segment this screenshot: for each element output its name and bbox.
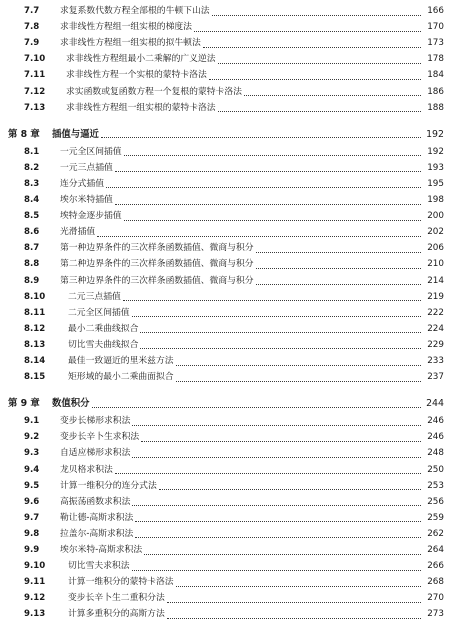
section-number: 8.5 — [24, 211, 40, 222]
page-number: 237 — [427, 372, 444, 383]
dot-leader — [194, 30, 421, 32]
section-number: 7.11 — [24, 70, 46, 81]
toc-entry-row[interactable] — [0, 574, 456, 591]
page-number: 210 — [427, 259, 444, 270]
title-with-leader — [68, 305, 422, 322]
section-title: 第一种边界条件的三次样条函数插值、微商与积分 — [60, 243, 254, 254]
dot-leader — [124, 219, 421, 221]
title-with-leader — [60, 224, 422, 241]
page-number: 259 — [427, 512, 444, 523]
title-with-leader — [60, 256, 422, 273]
toc-entry-row[interactable] — [0, 510, 456, 527]
toc-entry-row[interactable] — [0, 256, 456, 273]
dot-leader — [132, 504, 421, 506]
page-number: 222 — [427, 307, 444, 318]
page-number: 229 — [427, 339, 444, 350]
title-with-leader — [60, 3, 422, 20]
dot-leader — [256, 283, 421, 285]
section-number: 9.6 — [24, 496, 40, 507]
section-number: 9.10 — [24, 561, 46, 572]
page-number: 184 — [427, 70, 444, 81]
section-number: 7.10 — [24, 54, 46, 65]
toc-entry-row[interactable] — [0, 590, 456, 607]
toc-entry-row[interactable] — [0, 462, 456, 479]
title-with-leader — [66, 84, 422, 101]
section-number: 7.7 — [24, 6, 40, 16]
section-number: 9.3 — [24, 448, 40, 459]
page-number: 178 — [427, 54, 444, 65]
section-title: 埃尔米特-高斯求积法 — [60, 545, 143, 555]
section-title: 变步长辛卜生求积法 — [60, 432, 140, 443]
toc-entry-row[interactable] — [0, 240, 456, 257]
section-title: 计算一维积分的蒙特卡洛法 — [68, 577, 174, 588]
section-number: 9.9 — [24, 545, 40, 555]
toc-entry-row[interactable] — [0, 478, 456, 495]
section-number: 8.1 — [24, 146, 40, 157]
toc-entry-row[interactable] — [0, 321, 456, 338]
dot-leader — [106, 186, 421, 188]
chapter-title: 插值与逼近 — [52, 128, 99, 140]
section-number: 8.9 — [24, 275, 40, 286]
section-title: 求复系数代数方程全部根的牛顿下山法 — [60, 6, 210, 16]
section-number: 第 8 章 — [8, 128, 40, 140]
page-number: 186 — [427, 86, 444, 97]
section-number: 8.4 — [24, 195, 40, 205]
section-title: 拉盖尔-高斯求积法 — [60, 528, 134, 539]
section-title: 一元全区间插值 — [60, 146, 122, 157]
title-with-leader — [60, 542, 422, 559]
page-number: 195 — [427, 178, 444, 189]
section-number: 9.11 — [24, 577, 46, 588]
title-with-leader — [60, 176, 422, 193]
section-number: 9.2 — [24, 432, 40, 443]
toc-entry-row[interactable] — [0, 429, 456, 446]
toc-entry-row[interactable] — [0, 51, 456, 68]
title-with-leader — [66, 51, 422, 68]
page-number: 250 — [427, 464, 444, 475]
dot-leader — [140, 331, 421, 333]
dot-leader — [176, 380, 421, 382]
page-number: 248 — [427, 448, 444, 459]
section-number: 9.12 — [24, 593, 46, 604]
title-with-leader — [68, 558, 422, 575]
section-number: 9.13 — [24, 609, 46, 620]
section-number: 9.5 — [24, 480, 40, 491]
dot-leader — [256, 251, 421, 253]
page-number: 253 — [427, 480, 444, 491]
toc-entry-row[interactable] — [0, 289, 456, 306]
section-title: 连分式插值 — [60, 178, 104, 189]
section-number: 9.8 — [24, 528, 40, 539]
section-number: 8.12 — [24, 323, 46, 334]
title-with-leader — [60, 445, 422, 462]
toc-entry-row[interactable] — [0, 606, 456, 623]
toc-entry-row[interactable] — [0, 3, 456, 20]
page-number: 224 — [427, 323, 444, 334]
title-with-leader — [60, 144, 422, 161]
dot-leader — [132, 456, 421, 458]
toc-chapter-row[interactable] — [0, 395, 456, 412]
dot-leader — [132, 424, 421, 426]
section-number: 9.1 — [24, 416, 40, 427]
page-number: 166 — [427, 6, 444, 16]
title-with-leader — [60, 510, 422, 527]
dot-leader — [140, 347, 421, 349]
title-with-leader — [60, 478, 422, 495]
title-with-leader — [60, 526, 422, 543]
toc-entry-row[interactable] — [0, 84, 456, 101]
dot-leader — [92, 406, 421, 408]
section-title: 切比雪夫曲线拟合 — [68, 339, 139, 350]
page-number: 206 — [427, 243, 444, 254]
page-number: 246 — [427, 416, 444, 427]
dot-leader — [135, 536, 421, 538]
dot-leader — [176, 585, 421, 587]
toc-entry-row[interactable] — [0, 353, 456, 370]
toc-entry-row[interactable] — [0, 494, 456, 511]
title-with-leader — [60, 413, 422, 430]
title-with-leader — [60, 208, 422, 225]
dot-leader — [218, 110, 421, 112]
section-number: 8.7 — [24, 243, 40, 254]
page-number: 200 — [427, 211, 444, 222]
page-number: 192 — [427, 146, 444, 157]
dot-leader — [159, 488, 421, 490]
toc-entry-row[interactable] — [0, 192, 456, 209]
title-with-leader — [60, 35, 422, 52]
toc-entry-row[interactable] — [0, 208, 456, 225]
section-title: 计算一维积分的连分式法 — [60, 480, 157, 491]
section-number: 7.8 — [24, 22, 40, 33]
section-number: 8.15 — [24, 372, 46, 383]
page-number: 244 — [426, 398, 444, 410]
section-number: 第 9 章 — [8, 398, 40, 410]
section-number: 7.12 — [24, 86, 46, 97]
title-with-leader — [68, 606, 422, 623]
section-title: 切比雪夫求积法 — [68, 561, 130, 572]
section-title: 二元三点插值 — [68, 291, 121, 302]
section-number: 8.11 — [24, 307, 46, 318]
section-number: 7.13 — [24, 102, 46, 113]
title-with-leader — [68, 337, 422, 354]
dot-leader — [132, 569, 421, 571]
section-number: 7.9 — [24, 38, 40, 49]
section-title: 一元三点插值 — [60, 162, 113, 173]
page-number: 202 — [427, 227, 444, 238]
dot-leader — [144, 553, 421, 555]
section-title: 龙贝格求积法 — [60, 464, 113, 475]
title-with-leader — [66, 67, 422, 84]
toc-entry-row[interactable] — [0, 526, 456, 543]
dot-leader — [132, 315, 421, 317]
dot-leader — [176, 364, 421, 366]
page-number: 193 — [427, 162, 444, 173]
section-title: 求非线性方程一个实根的蒙特卡洛法 — [66, 70, 207, 81]
section-title: 变步长梯形求积法 — [60, 416, 131, 427]
toc-entry-row[interactable] — [0, 144, 456, 161]
title-with-leader — [60, 429, 422, 446]
page-number: 170 — [427, 22, 444, 33]
title-with-leader — [60, 462, 422, 479]
page-number: 256 — [427, 496, 444, 507]
title-with-leader — [68, 369, 422, 386]
title-with-leader — [68, 590, 422, 607]
dot-leader — [141, 440, 421, 442]
section-title: 求非线性方程组一组实根的蒙特卡洛法 — [66, 102, 216, 113]
toc-entry-row[interactable] — [0, 273, 456, 290]
section-number: 8.14 — [24, 356, 46, 366]
section-title: 求非线性方程组一组实根的梯度法 — [60, 22, 192, 33]
section-number: 8.2 — [24, 162, 40, 173]
dot-leader — [203, 46, 421, 48]
page-number: 219 — [427, 291, 444, 302]
page-number: 198 — [427, 195, 444, 205]
section-title: 求非线性方程组一组实根的拟牛顿法 — [60, 38, 201, 49]
chapter-title: 数值积分 — [52, 398, 90, 410]
section-title: 求实函数或复函数方程一个复根的蒙特卡洛法 — [66, 86, 242, 97]
title-with-leader — [60, 240, 422, 257]
section-number: 8.13 — [24, 339, 46, 350]
page-number: 233 — [427, 356, 444, 366]
page-number: 188 — [427, 102, 444, 113]
section-title: 埃尔米特插值 — [60, 195, 113, 205]
title-with-leader — [68, 574, 422, 591]
section-title: 求非线性方程组最小二乘解的广义逆法 — [66, 54, 216, 65]
section-number: 8.6 — [24, 227, 40, 238]
dot-leader — [167, 617, 421, 619]
dot-leader — [256, 267, 421, 269]
page-number: 268 — [427, 577, 444, 588]
title-with-leader — [60, 192, 422, 209]
title-with-leader — [66, 100, 422, 117]
toc-entry-row[interactable] — [0, 35, 456, 52]
section-title: 埃特金逐步插值 — [60, 211, 122, 222]
dot-leader — [167, 601, 421, 603]
page-number: 270 — [427, 593, 444, 604]
dot-leader — [124, 154, 421, 156]
section-title: 矩形域的最小二乘曲面拟合 — [68, 372, 174, 383]
toc-entry-row[interactable] — [0, 369, 456, 386]
section-title: 光滑插值 — [60, 227, 96, 238]
section-number: 9.7 — [24, 512, 40, 523]
page-number: 273 — [427, 609, 444, 620]
section-title: 最小二乘曲线拟合 — [68, 323, 139, 334]
section-title: 最佳一致逼近的里米兹方法 — [68, 356, 174, 366]
dot-leader — [209, 78, 421, 80]
page-number: 264 — [427, 545, 444, 555]
dot-leader — [244, 94, 421, 96]
title-with-leader — [52, 395, 422, 412]
section-number: 9.4 — [24, 464, 40, 475]
dot-leader — [97, 235, 421, 237]
section-title: 勒让德-高斯求积法 — [60, 512, 134, 523]
dot-leader — [115, 472, 421, 474]
title-with-leader — [68, 353, 422, 370]
dot-leader — [123, 299, 421, 301]
toc-entry-row[interactable] — [0, 445, 456, 462]
title-with-leader — [60, 19, 422, 36]
section-number: 8.10 — [24, 291, 46, 302]
toc-entry-row[interactable] — [0, 224, 456, 241]
section-title: 变步长辛卜生二重积分法 — [68, 593, 165, 604]
section-title: 第三种边界条件的三次样条函数插值、微商与积分 — [60, 275, 254, 286]
page-number: 246 — [427, 432, 444, 443]
toc-chapter-row[interactable] — [0, 126, 456, 143]
toc-entry-row[interactable] — [0, 337, 456, 354]
toc-entry-row[interactable] — [0, 67, 456, 84]
toc-entry-row[interactable] — [0, 100, 456, 117]
section-title: 自适应梯形求积法 — [60, 448, 131, 459]
toc-entry-row[interactable] — [0, 413, 456, 430]
page-number: 266 — [427, 561, 444, 572]
title-with-leader — [68, 289, 422, 306]
title-with-leader — [52, 126, 422, 143]
page-number: 262 — [427, 528, 444, 539]
dot-leader — [115, 203, 421, 205]
title-with-leader — [60, 273, 422, 290]
page-number: 173 — [427, 38, 444, 49]
toc-entry-row[interactable] — [0, 305, 456, 322]
dot-leader — [212, 14, 421, 16]
toc-entry-row[interactable] — [0, 558, 456, 575]
section-number: 8.3 — [24, 178, 40, 189]
dot-leader — [101, 136, 421, 138]
page-number: 192 — [426, 128, 444, 140]
title-with-leader — [60, 494, 422, 511]
title-with-leader — [60, 160, 422, 177]
section-number: 8.8 — [24, 259, 40, 270]
section-title: 第二种边界条件的三次样条函数插值、微商与积分 — [60, 259, 254, 270]
toc-entry-row[interactable] — [0, 542, 456, 559]
page-number: 214 — [427, 275, 444, 286]
dot-leader — [218, 62, 421, 64]
section-title: 计算多重积分的高斯方法 — [68, 609, 165, 620]
toc-entry-row[interactable] — [0, 176, 456, 193]
section-title: 二元全区间插值 — [68, 307, 130, 318]
dot-leader — [135, 520, 421, 522]
toc-entry-row[interactable] — [0, 19, 456, 36]
toc-entry-row[interactable] — [0, 160, 456, 177]
title-with-leader — [68, 321, 422, 338]
dot-leader — [115, 170, 421, 172]
section-title: 高振荡函数求积法 — [60, 496, 131, 507]
